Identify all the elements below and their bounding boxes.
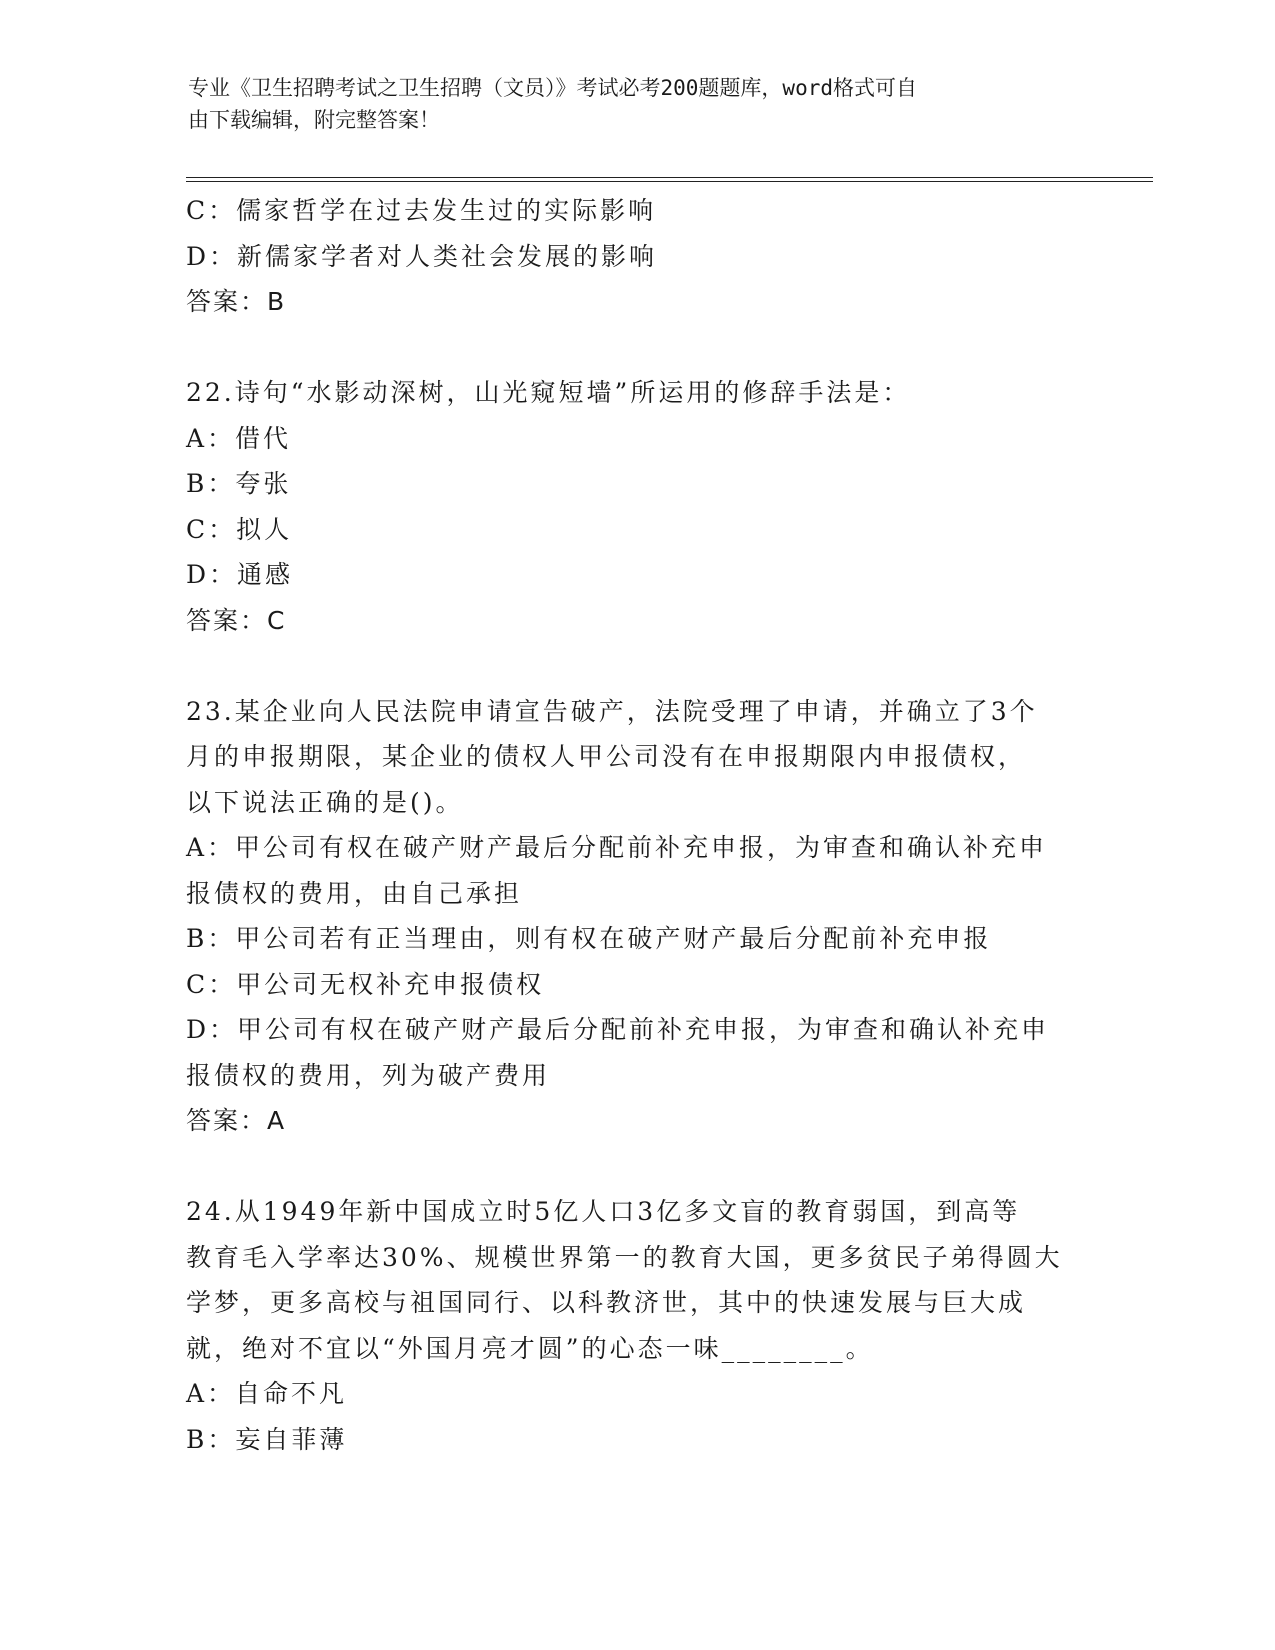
question-21 [186, 188, 1086, 325]
option-b: B：妄自菲薄 [186, 1424, 348, 1454]
question-24 [186, 1189, 1086, 1462]
answer-line: 答案：C [186, 605, 287, 635]
question-stem-line-2: 月的申报期限，某企业的债权人甲公司没有在申报期限内申报债权， [186, 742, 1027, 771]
answer-line: 答案：A [186, 1106, 287, 1135]
question-stem: 22.诗句“水影动深树，山光窥短墙”所运用的修辞手法是： [186, 378, 911, 407]
question-22 [186, 370, 1086, 643]
answer-line: 答案：B [186, 287, 287, 316]
option-b: B：夸张 [186, 469, 292, 498]
option-a-line-2: 报债权的费用，由自己承担 [186, 878, 523, 908]
header-line-2: 由下载编辑，附完整答案！ [188, 108, 440, 132]
question-stem-line-3: 以下说法正确的是()。 [186, 787, 464, 817]
question-stem-line-4: 就，绝对不宜以“外国月亮才圆”的心态一味________。 [186, 1333, 874, 1363]
option-c: C：儒家哲学在过去发生过的实际影响 [186, 196, 657, 225]
option-a: A：自命不凡 [186, 1379, 348, 1408]
spacer [186, 1144, 1086, 1190]
option-d: D：新儒家学者对人类社会发展的影响 [186, 241, 658, 271]
document-header [188, 72, 1068, 136]
question-stem-line-1: 24.从1949年新中国成立时5亿人口3亿多文盲的教育弱国，到高等 [186, 1197, 1021, 1226]
header-divider-top [186, 177, 1153, 178]
document-body [186, 188, 1086, 1462]
question-stem-line-1: 23.某企业向人民法院申请宣告破产，法院受理了申请，并确立了3个 [186, 696, 1038, 726]
spacer [186, 325, 1086, 371]
option-d-line-2: 报债权的费用，列为破产费用 [186, 1060, 551, 1090]
option-c: C：甲公司无权补充申报债权 [186, 969, 545, 999]
option-b: B：甲公司若有正当理由，则有权在破产财产最后分配前补充申报 [186, 924, 992, 953]
option-d: D：通感 [186, 560, 294, 589]
header-divider-bottom [186, 181, 1153, 182]
question-23 [186, 689, 1086, 1144]
question-stem-line-2: 教育毛入学率达30%、规模世界第一的教育大国，更多贫民子弟得圆大 [186, 1242, 1063, 1272]
question-stem-line-3: 学梦，更多高校与祖国同行、以科教济世，其中的快速发展与巨大成 [186, 1288, 1027, 1317]
option-a: A：借代 [186, 423, 292, 453]
header-line-1: 专业《卫生招聘考试之卫生招聘（文员）》考试必考200题题库，word格式可自 [188, 76, 917, 100]
option-c: C：拟人 [186, 514, 293, 544]
option-d-line-1: D：甲公司有权在破产财产最后分配前补充申报，为审查和确认补充申 [186, 1015, 1050, 1044]
spacer [186, 643, 1086, 689]
option-a-line-1: A：甲公司有权在破产财产最后分配前补充申报，为审查和确认补充申 [186, 833, 1048, 862]
